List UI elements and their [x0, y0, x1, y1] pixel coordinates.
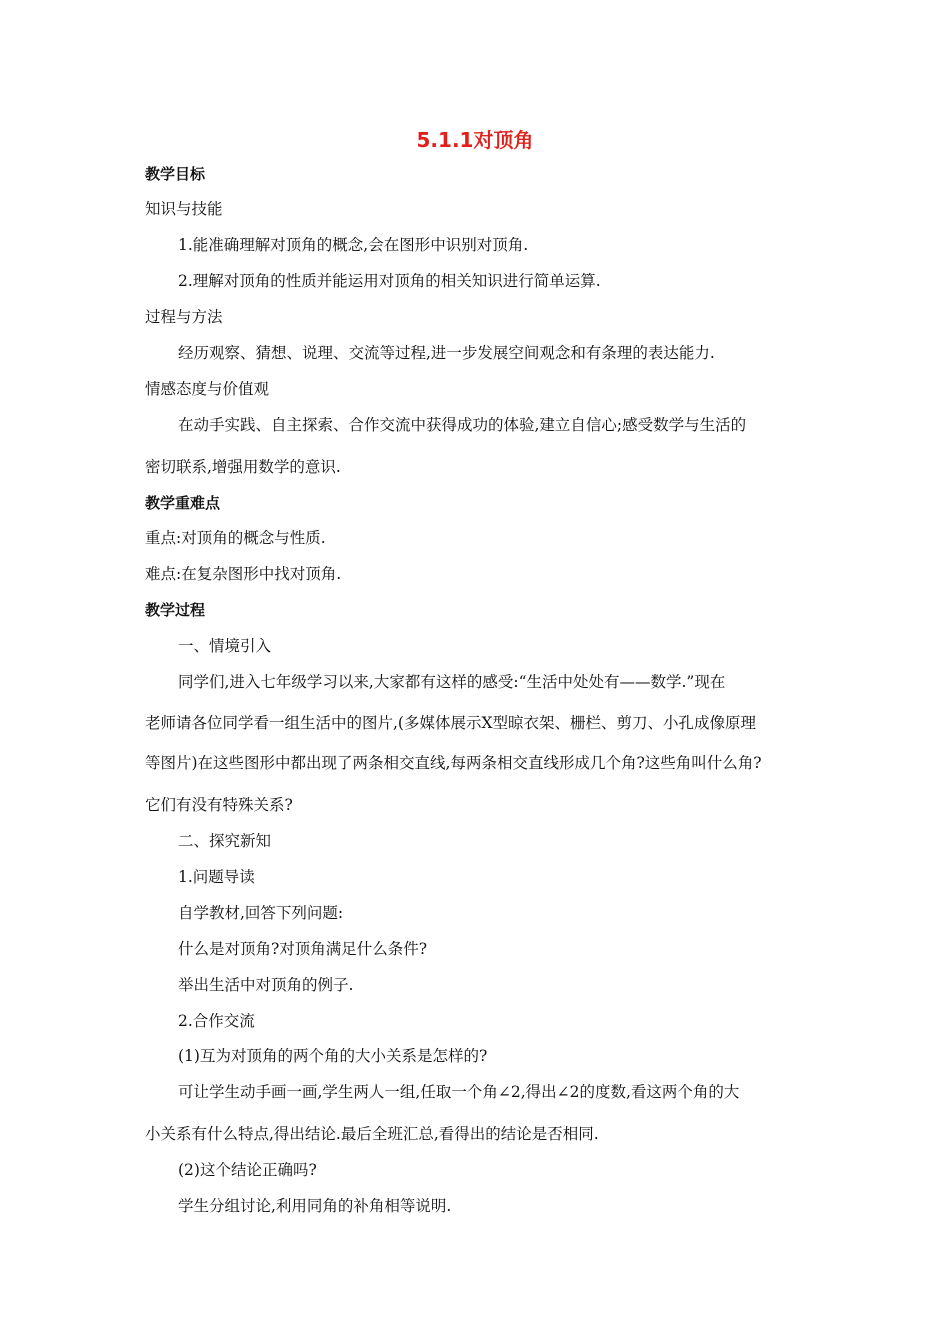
heading-key-points: 教学重难点	[145, 494, 221, 512]
key-point: 重点:对顶角的概念与性质.	[145, 529, 326, 547]
goal-item-2: 2.理解对顶角的性质并能运用对顶角的相关知识进行简单运算.	[178, 272, 601, 290]
emotion-text-line-1: 在动手实践、自主探索、合作交流中获得成功的体验,建立自信心;感受数学与生活的	[178, 416, 747, 434]
section-2-title: 二、探究新知	[178, 832, 272, 850]
heading-teaching-process: 教学过程	[145, 601, 206, 619]
coop-question-2: (2)这个结论正确吗?	[178, 1161, 317, 1179]
goal-item-1: 1.能准确理解对顶角的概念,会在图形中识别对顶角.	[178, 236, 529, 254]
doc-title: 5.1.1对顶角	[416, 128, 534, 152]
subheading-process-methods: 过程与方法	[145, 308, 223, 326]
subheading-emotion-values: 情感态度与价值观	[145, 380, 270, 398]
difficult-point: 难点:在复杂图形中找对顶角.	[145, 565, 342, 583]
question-1: 什么是对顶角?对顶角满足什么条件?	[178, 940, 428, 958]
subsection-2-title: 2.合作交流	[178, 1012, 255, 1030]
coop-text-line-3: 学生分组讨论,利用同角的补角相等说明.	[178, 1197, 452, 1215]
coop-text-line-1: 可让学生动手画一画,学生两人一组,任取一个角∠2,得出∠2的度数,看这两个角的大	[178, 1083, 740, 1101]
intro-line-4: 它们有没有特殊关系?	[145, 796, 293, 814]
intro-line-1: 同学们,进入七年级学习以来,大家都有这样的感受:“生活中处处有——数学.”现在	[178, 673, 726, 691]
heading-teaching-goals: 教学目标	[145, 165, 206, 183]
process-text: 经历观察、猜想、说理、交流等过程,进一步发展空间观念和有条理的表达能力.	[178, 344, 715, 362]
coop-question-1: (1)互为对顶角的两个角的大小关系是怎样的?	[178, 1047, 488, 1065]
question-2: 举出生活中对顶角的例子.	[178, 976, 354, 994]
section-1-title: 一、情境引入	[178, 637, 272, 655]
emotion-text-line-2: 密切联系,增强用数学的意识.	[145, 458, 341, 476]
self-study-text: 自学教材,回答下列问题:	[178, 904, 344, 922]
subsection-1-title: 1.问题导读	[178, 868, 255, 886]
intro-line-2: 老师请各位同学看一组生活中的图片,(多媒体展示X型晾衣架、栅栏、剪刀、小孔成像原理	[145, 714, 757, 732]
subheading-knowledge-skills: 知识与技能	[145, 200, 223, 218]
coop-text-line-2: 小关系有什么特点,得出结论.最后全班汇总,看得出的结论是否相同.	[145, 1125, 599, 1143]
intro-line-3: 等图片)在这些图形中都出现了两条相交直线,每两条相交直线形成几个角?这些角叫什么角?	[145, 754, 762, 772]
